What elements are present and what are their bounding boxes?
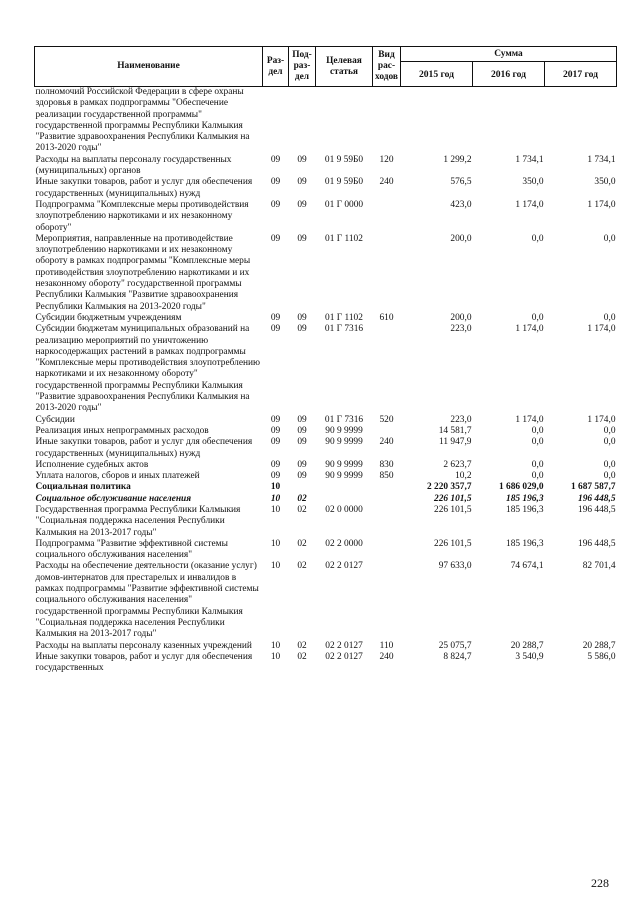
cell-subsection: 09 bbox=[297, 233, 307, 244]
cell-subsection: 02 bbox=[297, 493, 307, 504]
cell-name: Расходы на выплаты персоналу государственных (муниципальных) органов bbox=[35, 154, 232, 177]
cell-target-item: 02 2 0127 bbox=[325, 640, 363, 651]
table-row bbox=[35, 313, 617, 324]
header-name: Наименование bbox=[35, 47, 263, 87]
cell-expense-type: 110 bbox=[379, 640, 394, 651]
cell-sum-2017: 20 288,7 bbox=[582, 640, 616, 651]
cell-target-item: 01 Г 1102 bbox=[325, 233, 363, 244]
cell-sum-2015: 11 947,9 bbox=[439, 437, 472, 448]
cell-sum-2016: 1 174,0 bbox=[515, 199, 544, 210]
cell-sum-2017: 1 174,0 bbox=[587, 199, 616, 210]
header-year-2017: 2017 год bbox=[545, 62, 617, 87]
cell-target-item: 01 9 59Б0 bbox=[324, 177, 364, 188]
cell-name: Уплата налогов, сборов и иных платежей bbox=[35, 471, 200, 482]
cell-sum-2017: 82 701,4 bbox=[582, 561, 616, 572]
cell-expense-type bbox=[373, 426, 401, 437]
cell-name: Субсидии бюджетам муниципальных образований на реализацию мероприятий по уничтожению наркосодержащих растений в рамках подпрограммы "Комплексные меры противодействия злоупотреблению наркотиками и их незаконному обороту" государственной программы Республики Калмыкия "Развитие здравоохранения Республики Калмыкия на 2013-2020 годы" bbox=[35, 324, 261, 414]
table-row bbox=[35, 505, 617, 539]
cell-sum-2015: 576,5 bbox=[450, 177, 472, 188]
cell-sum-2015: 226 101,5 bbox=[434, 493, 472, 504]
cell-name: Расходы на выплаты персоналу казенных учреждений bbox=[35, 640, 252, 651]
cell-sum-2015: 25 075,7 bbox=[438, 640, 472, 651]
cell-name: Подпрограмма "Комплексные меры противодействия злоупотреблению наркотиками и их незаконному обороту" bbox=[35, 199, 249, 233]
cell-section: 10 bbox=[270, 493, 281, 504]
cell-sum-2016: 0,0 bbox=[531, 312, 544, 323]
table-row bbox=[35, 200, 617, 234]
cell-sum-2016: 185 196,3 bbox=[506, 504, 544, 515]
cell-sum-2017: 0,0 bbox=[603, 312, 616, 323]
cell-sum-2015: 14 581,7 bbox=[438, 425, 472, 436]
cell-expense-type: 240 bbox=[379, 437, 394, 448]
cell-subsection: 09 bbox=[297, 312, 307, 323]
cell-subsection: 09 bbox=[297, 425, 307, 436]
cell-section: 09 bbox=[270, 459, 281, 470]
cell-sum-2016: 0,0 bbox=[531, 425, 544, 436]
header-sum: Сумма bbox=[401, 47, 617, 62]
cell-expense-type bbox=[373, 482, 401, 493]
cell-target-item: 90 9 9999 bbox=[325, 437, 363, 448]
cell-expense-type bbox=[373, 505, 401, 539]
header-subsection: Под- раз- дел bbox=[289, 47, 316, 87]
cell-target-item: 02 2 0000 bbox=[325, 538, 363, 549]
cell-sum-2015: 8 824,7 bbox=[443, 651, 472, 662]
cell-expense-type: 520 bbox=[379, 414, 394, 425]
cell-sum-2017: 0,0 bbox=[603, 459, 616, 470]
table-body bbox=[35, 87, 617, 675]
cell-expense-type bbox=[373, 324, 401, 414]
cell-section: 09 bbox=[270, 414, 281, 425]
cell-name: Реализация иных непрограммных расходов bbox=[35, 425, 209, 436]
cell-sum-2016: 185 196,3 bbox=[506, 538, 544, 549]
cell-expense-type: 850 bbox=[379, 471, 394, 482]
cell-section: 10 bbox=[270, 482, 281, 493]
cell-sum-2015: 2 220 357,7 bbox=[426, 482, 472, 493]
cell-sum-2015: 1 299,2 bbox=[443, 154, 472, 165]
page-number: 228 bbox=[591, 876, 609, 890]
cell-sum-2015: 10,2 bbox=[455, 471, 472, 482]
cell-name: Социальное обслуживание населения bbox=[35, 493, 192, 504]
cell-name: Подпрограмма "Развитие эффективной системы социального обслуживания населения" bbox=[35, 538, 228, 561]
cell-expense-type bbox=[373, 561, 401, 640]
cell-section bbox=[263, 87, 289, 155]
cell-subsection: 02 bbox=[297, 504, 307, 515]
cell-section: 10 bbox=[270, 561, 281, 572]
cell-sum-2017: 196 448,5 bbox=[578, 538, 616, 549]
cell-name: Мероприятия, направленные на противодействие злоупотреблению наркотиками и их незаконному обороту в рамках подпрограммы "Комплексные меры противодействия злоупотреблению наркотиками и их незаконному обороту" государственной программы Республики Калмыкия "Развитие здравоохранения Республики Калмыкия на 2013-2020 годы" bbox=[35, 233, 251, 312]
cell-sum-2017: 0,0 bbox=[603, 437, 616, 448]
cell-expense-type: 610 bbox=[379, 312, 394, 323]
cell-sum-2015: 423,0 bbox=[450, 199, 472, 210]
cell-sum-2016: 185 196,3 bbox=[506, 493, 544, 504]
table-row bbox=[35, 471, 617, 482]
cell-subsection: 09 bbox=[297, 177, 307, 188]
cell-section: 09 bbox=[270, 471, 281, 482]
cell-target-item: 01 Г 7316 bbox=[324, 324, 364, 335]
cell-sum-2017: 1 174,0 bbox=[587, 414, 616, 425]
table-row bbox=[35, 324, 617, 414]
table-row bbox=[35, 437, 617, 460]
cell-sum-2016: 1 734,1 bbox=[515, 154, 544, 165]
cell-target-item: 02 2 0127 bbox=[325, 651, 363, 662]
cell-subsection: 02 bbox=[297, 651, 307, 662]
cell-target-item: 90 9 9999 bbox=[325, 459, 363, 470]
table-row bbox=[35, 641, 617, 652]
table-row bbox=[35, 652, 617, 675]
cell-subsection bbox=[289, 482, 316, 493]
cell-section: 10 bbox=[270, 651, 281, 662]
cell-expense-type: 240 bbox=[379, 651, 394, 662]
cell-target-item: 01 9 59Б0 bbox=[324, 154, 364, 165]
cell-target-item: 01 Г 7316 bbox=[324, 414, 364, 425]
cell-expense-type bbox=[373, 87, 401, 155]
cell-name: Социальная политика bbox=[35, 482, 131, 493]
table-row bbox=[35, 177, 617, 200]
cell-section: 09 bbox=[270, 199, 281, 210]
cell-sum-2017: 0,0 bbox=[603, 471, 616, 482]
header-target-item: Целевая статья bbox=[316, 47, 373, 87]
cell-sum-2016: 0,0 bbox=[531, 437, 544, 448]
cell-target-item: 90 9 9999 bbox=[325, 471, 363, 482]
cell-sum-2016: 350,0 bbox=[522, 177, 544, 188]
cell-sum-2017: 1 734,1 bbox=[587, 154, 616, 165]
cell-sum-2017: 196 448,5 bbox=[578, 504, 616, 515]
table-row bbox=[35, 87, 617, 155]
cell-sum-2017: 5 586,0 bbox=[587, 651, 616, 662]
cell-section: 09 bbox=[270, 437, 281, 448]
cell-target-item: 01 Г 0000 bbox=[324, 199, 364, 210]
table-row bbox=[35, 234, 617, 313]
cell-section: 10 bbox=[270, 640, 281, 651]
cell-subsection: 09 bbox=[297, 199, 307, 210]
cell-section: 09 bbox=[270, 233, 281, 244]
table-row bbox=[35, 415, 617, 426]
cell-section: 10 bbox=[270, 538, 281, 549]
table-row bbox=[35, 482, 617, 493]
cell-subsection: 02 bbox=[297, 538, 307, 549]
cell-sum-2016: 20 288,7 bbox=[510, 640, 544, 651]
cell-name: Субсидии bbox=[35, 414, 75, 425]
cell-sum-2016: 1 686 029,0 bbox=[498, 482, 544, 493]
cell-expense-type: 120 bbox=[379, 154, 394, 165]
cell-sum-2015: 223,0 bbox=[450, 414, 472, 425]
cell-expense-type bbox=[373, 494, 401, 505]
cell-section: 09 bbox=[270, 312, 281, 323]
cell-name: Расходы на обеспечение деятельности (оказание услуг) домов-интернатов для престарелых и инвалидов в рамках подпрограммы "Развитие эффективной системы социального обслуживания населения" государственной программы Республики Калмыкия "Социальная поддержка населения Республики Калмыкия на 2013-2017 годы" bbox=[35, 561, 259, 640]
cell-section: 09 bbox=[270, 425, 281, 436]
cell-name: Исполнение судебных актов bbox=[35, 459, 149, 470]
table-row bbox=[35, 494, 617, 505]
table-row bbox=[35, 155, 617, 178]
cell-name: Субсидии бюджетным учреждениям bbox=[35, 312, 182, 323]
cell-name: Иные закупки товаров, работ и услуг для обеспечения государственных bbox=[35, 651, 253, 674]
cell-sum-2017: 350,0 bbox=[594, 177, 616, 188]
cell-sum-2016: 0,0 bbox=[531, 233, 544, 244]
cell-section: 10 bbox=[270, 504, 281, 515]
cell-sum-2015: 226 101,5 bbox=[434, 538, 472, 549]
cell-target-item: 01 Г 1102 bbox=[325, 312, 363, 323]
cell-expense-type bbox=[373, 539, 401, 562]
cell-sum-2017: 0,0 bbox=[603, 233, 616, 244]
cell-expense-type: 830 bbox=[379, 459, 394, 470]
cell-target-item: 02 2 0127 bbox=[325, 561, 363, 572]
table-row bbox=[35, 426, 617, 437]
table-header bbox=[35, 47, 617, 87]
cell-sum-2017 bbox=[545, 87, 617, 155]
cell-target-item bbox=[316, 482, 373, 493]
cell-name: Иные закупки товаров, работ и услуг для обеспечения государственных (муниципальных) нужд bbox=[35, 437, 253, 459]
cell-sum-2016: 3 540,9 bbox=[515, 651, 544, 662]
cell-subsection: 09 bbox=[297, 414, 307, 425]
cell-sum-2017: 0,0 bbox=[603, 425, 616, 436]
cell-section: 09 bbox=[270, 177, 281, 188]
cell-subsection: 02 bbox=[297, 561, 307, 572]
cell-subsection: 09 bbox=[297, 154, 307, 165]
cell-target-item bbox=[316, 494, 373, 505]
cell-expense-type bbox=[373, 234, 401, 313]
cell-sum-2016: 0,0 bbox=[531, 459, 544, 470]
cell-name: Государственная программа Республики Калмыкия "Социальная поддержка населения Республики Калмыкия на 2013-2017 годы" bbox=[35, 504, 241, 538]
table-row bbox=[35, 539, 617, 562]
cell-sum-2017: 1 174,0 bbox=[587, 324, 616, 335]
cell-sum-2015: 226 101,5 bbox=[434, 504, 472, 515]
cell-expense-type bbox=[373, 200, 401, 234]
cell-subsection: 09 bbox=[297, 437, 307, 448]
cell-sum-2015: 2 623,7 bbox=[443, 459, 472, 470]
cell-target-item bbox=[316, 87, 373, 155]
cell-sum-2015: 200,0 bbox=[450, 233, 472, 244]
cell-subsection: 09 bbox=[297, 324, 307, 335]
cell-sum-2016: 0,0 bbox=[531, 471, 544, 482]
cell-sum-2015: 200,0 bbox=[450, 312, 472, 323]
cell-sum-2015: 97 633,0 bbox=[438, 561, 472, 572]
budget-table bbox=[34, 46, 617, 674]
cell-sum-2016: 1 174,0 bbox=[515, 414, 544, 425]
cell-target-item: 90 9 9999 bbox=[325, 425, 363, 436]
cell-name: Иные закупки товаров, работ и услуг для обеспечения государственных (муниципальных) нужд bbox=[35, 177, 253, 199]
table-row bbox=[35, 460, 617, 471]
cell-sum-2016 bbox=[473, 87, 545, 155]
cell-expense-type: 240 bbox=[379, 177, 394, 188]
cell-sum-2015 bbox=[401, 87, 473, 155]
header-year-2016: 2016 год bbox=[473, 62, 545, 87]
cell-section: 09 bbox=[270, 154, 281, 165]
cell-sum-2016: 1 174,0 bbox=[515, 324, 544, 335]
cell-sum-2017: 196 448,5 bbox=[578, 493, 616, 504]
cell-subsection: 09 bbox=[297, 459, 307, 470]
cell-name: полномочий Российской Федерации в сфере охраны здоровья в рамках подпрограммы "Обеспечение реализации государственной программы" государственной программы Республики Калмыкия "Развитие здравоохранения Республики Калмыкия на 2013-2020 годы" bbox=[35, 87, 250, 154]
cell-sum-2016: 74 674,1 bbox=[510, 561, 544, 572]
header-expense-type: Вид рас- ходов bbox=[373, 47, 401, 87]
header-section: Раз- дел bbox=[263, 47, 289, 87]
cell-subsection bbox=[289, 87, 316, 155]
cell-subsection: 09 bbox=[297, 471, 307, 482]
cell-section: 09 bbox=[270, 324, 281, 335]
cell-subsection: 02 bbox=[297, 640, 307, 651]
cell-target-item: 02 0 0000 bbox=[325, 504, 363, 515]
cell-sum-2017: 1 687 587,7 bbox=[570, 482, 616, 493]
header-year-2015: 2015 год bbox=[401, 62, 473, 87]
cell-sum-2015: 223,0 bbox=[450, 324, 472, 335]
table-row bbox=[35, 561, 617, 640]
